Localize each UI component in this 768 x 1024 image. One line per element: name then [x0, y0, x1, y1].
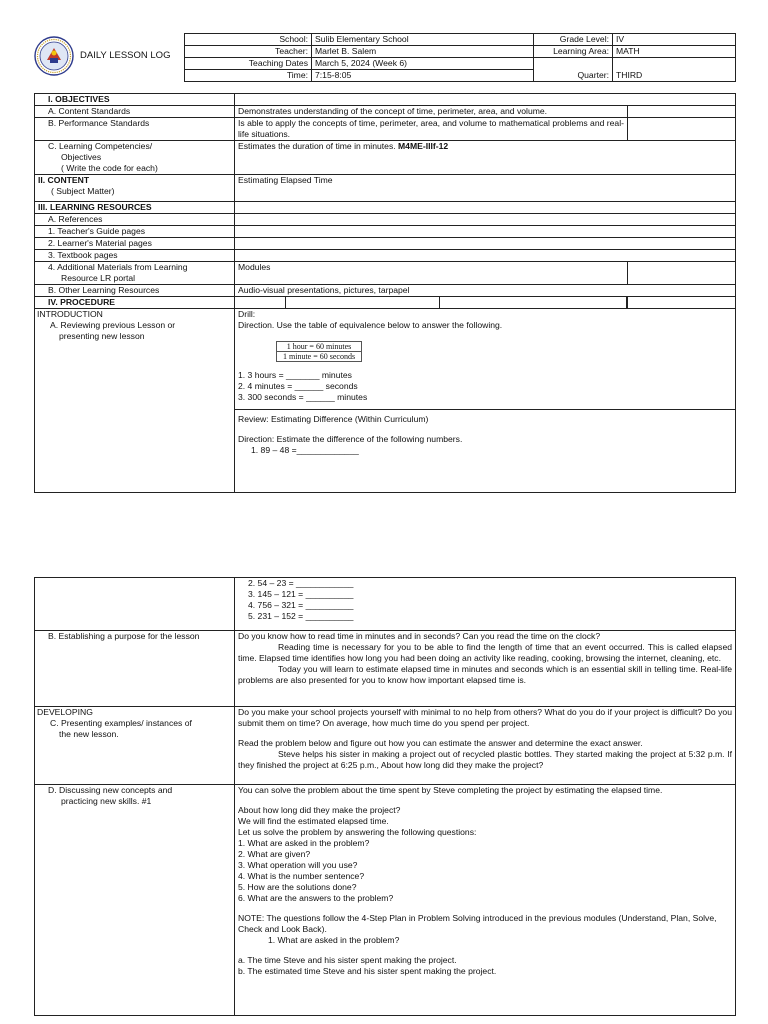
additional-materials-line-1: 4. Additional Materials from Learning: [48, 262, 188, 272]
teacher-value: Marlet B. Salem: [312, 46, 534, 58]
discussing-question-2: 2. What are given?: [238, 849, 311, 859]
drill-item-2: 2. 4 minutes = ______ seconds: [238, 381, 358, 392]
discussing-intro: You can solve the problem about the time spent by Steve completing the project by estimating the elapsed time.: [238, 785, 663, 795]
quarter-value: THIRD: [613, 58, 736, 82]
review-direction: Direction: Estimate the difference of the following numbers.: [238, 434, 463, 445]
presenting-text-1: Do you make your school projects yourself with minimal to no help from others? What do you do if your project is difficult? Do you submit them on time? On average, how much time do you spend per project.: [238, 707, 732, 728]
competencies-text: Estimates the duration of time in minutes.: [238, 141, 399, 151]
answer-b: b. The estimated time Steve and his sister spent making the project.: [238, 966, 497, 976]
learning-resources-heading: III. LEARNING RESOURCES: [35, 202, 235, 214]
deped-seal-logo: [34, 36, 74, 76]
review-heading: Review: Estimating Difference (Within Curriculum): [238, 414, 429, 425]
discussing-question-4: 4. What is the number sentence?: [238, 871, 365, 881]
note-text: NOTE: The questions follow the 4-Step Plan in Problem Solving introduced in the previous modules (Understand, Plan, Solve, Check and Look Back).: [238, 913, 717, 934]
competencies-label: [35, 141, 235, 175]
teaching-dates-label: Teaching Dates: [185, 58, 312, 70]
equivalence-table: [276, 341, 362, 362]
other-resources-value: Audio-visual presentations, pictures, tarpapel: [235, 285, 736, 297]
drill-heading: Drill:: [238, 309, 256, 319]
presenting-cell: [235, 707, 736, 785]
additional-materials-label: [35, 262, 235, 285]
lesson-table-page-2: [34, 577, 736, 1016]
review-item-5: 5. 231 – 152 = __________: [248, 611, 354, 621]
review-item-1: 1. 89 – 48 =_____________: [251, 445, 359, 456]
competencies-label-line-2: Objectives: [61, 152, 102, 162]
performance-standards-value: Is able to apply the concepts of time, perimeter, area, and volume to mathematical problems and real-life situations.: [235, 118, 628, 141]
teachers-guide-label: 1. Teacher's Guide pages: [35, 226, 235, 238]
discussing-label-line-1: D. Discussing new concepts and: [48, 785, 173, 795]
header-table: [184, 33, 736, 82]
learning-area-value: MATH: [613, 46, 736, 58]
content-value: Estimating Elapsed Time: [235, 175, 736, 202]
drill-cell: [235, 309, 736, 493]
teacher-label: Teacher:: [185, 46, 312, 58]
additional-materials-line-2: Resource LR portal: [61, 273, 136, 283]
drill-item-3: 3. 300 seconds = ______ minutes: [238, 392, 368, 403]
introduction-heading: INTRODUCTION: [37, 309, 103, 319]
review-items-continued: [235, 578, 736, 631]
competencies-label-line-3: ( Write the code for each): [61, 163, 158, 173]
purpose-cell: [235, 631, 736, 707]
quarter-label: Quarter:: [534, 58, 613, 82]
developing-heading: DEVELOPING: [37, 707, 93, 717]
textbook-label: 3. Textbook pages: [35, 250, 235, 262]
lesson-table-page-1: [34, 93, 736, 493]
review-item-2: 2. 54 – 23 = ____________: [248, 578, 354, 588]
presenting-label-line-1: C. Presenting examples/ instances of: [50, 718, 192, 728]
purpose-label: B. Establishing a purpose for the lesson: [35, 631, 235, 707]
competency-code: M4ME-IIIf-12: [398, 141, 449, 151]
additional-materials-value: Modules: [235, 262, 628, 285]
other-resources-label: B. Other Learning Resources: [35, 285, 235, 297]
note-question: 1. What are asked in the problem?: [268, 935, 400, 945]
content-label: [35, 175, 235, 202]
content-standards-value: Demonstrates understanding of the concept of time, perimeter, area, and volume.: [235, 106, 628, 118]
objectives-heading: I. OBJECTIVES: [35, 94, 235, 106]
review-item-4: 4. 756 – 321 = __________: [248, 600, 354, 610]
discussing-question-5: 5. How are the solutions done?: [238, 882, 357, 892]
presenting-problem: Steve helps his sister in making a project out of recycled plastic bottles. They started making the project at 5:32 p.m. If they finished the project at 6:25 p.m., About how long did they make the project?: [238, 749, 732, 770]
content-standards-label: A. Content Standards: [35, 106, 235, 118]
discussing-label-line-2: practicing new skills. #1: [61, 796, 152, 806]
learning-area-label: Learning Area:: [534, 46, 613, 58]
school-label: School:: [185, 34, 312, 46]
purpose-text-2: Reading time is necessary for you to be able to find the length of time that an event occurred. This is called elapsed time. Elapsed time identifies how long you had been doing an activity like reading, cooking, browsing the internet, cleaning, etc.: [238, 642, 732, 663]
equivalence-minute: 1 minute = 60 seconds: [277, 352, 362, 362]
content-subheading: ( Subject Matter): [51, 186, 115, 196]
review-item-3: 3. 145 – 121 = __________: [248, 589, 354, 599]
performance-standards-label: B. Performance Standards: [35, 118, 235, 141]
content-heading: II. CONTENT: [38, 175, 90, 185]
time-label: Time:: [185, 70, 312, 82]
discussing-cell: [235, 785, 736, 1016]
introduction-cell: [35, 309, 235, 493]
discussing-question-6: 6. What are the answers to the problem?: [238, 893, 394, 903]
competencies-value: [235, 141, 736, 175]
discussing-question-1: 1. What are asked in the problem?: [238, 838, 370, 848]
school-value: Sulib Elementary School: [312, 34, 534, 46]
drill-direction: Direction. Use the table of equivalence below to answer the following.: [238, 320, 503, 330]
purpose-text-3: Today you will learn to estimate elapsed time in minutes and seconds which is an essential skill in telling time. Real-life problems are also presented for you to know how important elapsed time is.: [238, 664, 732, 685]
document-title: DAILY LESSON LOG: [80, 50, 171, 61]
presenting-label-line-2: the new lesson.: [59, 729, 119, 739]
discussing-line-3: Let us solve the problem by answering the following questions:: [238, 827, 477, 837]
presenting-text-2: Read the problem below and figure out how you can estimate the answer and determine the exact answer.: [238, 738, 643, 748]
discussing-label: [35, 785, 235, 1016]
drill-item-1: 1. 3 hours = _______ minutes: [238, 370, 352, 381]
answer-a: a. The time Steve and his sister spent making the project.: [238, 955, 457, 965]
discussing-line-2: We will find the estimated elapsed time.: [238, 816, 389, 826]
references-label: A. References: [35, 214, 235, 226]
time-value: 7:15-8:05: [312, 70, 534, 82]
equivalence-hour: 1 hour = 60 minutes: [277, 342, 362, 352]
competencies-label-line-1: C. Learning Competencies/: [48, 141, 153, 151]
teaching-dates-value: March 5, 2024 (Week 6): [312, 58, 534, 70]
discussing-question-3: 3. What operation will you use?: [238, 860, 358, 870]
grade-level-value: IV: [613, 34, 736, 46]
procedure-heading: IV. PROCEDURE: [35, 297, 235, 309]
discussing-line-1: About how long did they make the project?: [238, 805, 401, 815]
learners-material-label: 2. Learner's Material pages: [35, 238, 235, 250]
reviewing-label-line-2: presenting new lesson: [59, 331, 145, 341]
reviewing-label-line-1: A. Reviewing previous Lesson or: [50, 320, 176, 330]
grade-level-label: Grade Level:: [534, 34, 613, 46]
purpose-text-1: Do you know how to read time in minutes and in seconds? Can you read the time on the clock?: [238, 631, 601, 641]
developing-cell: [35, 707, 235, 785]
